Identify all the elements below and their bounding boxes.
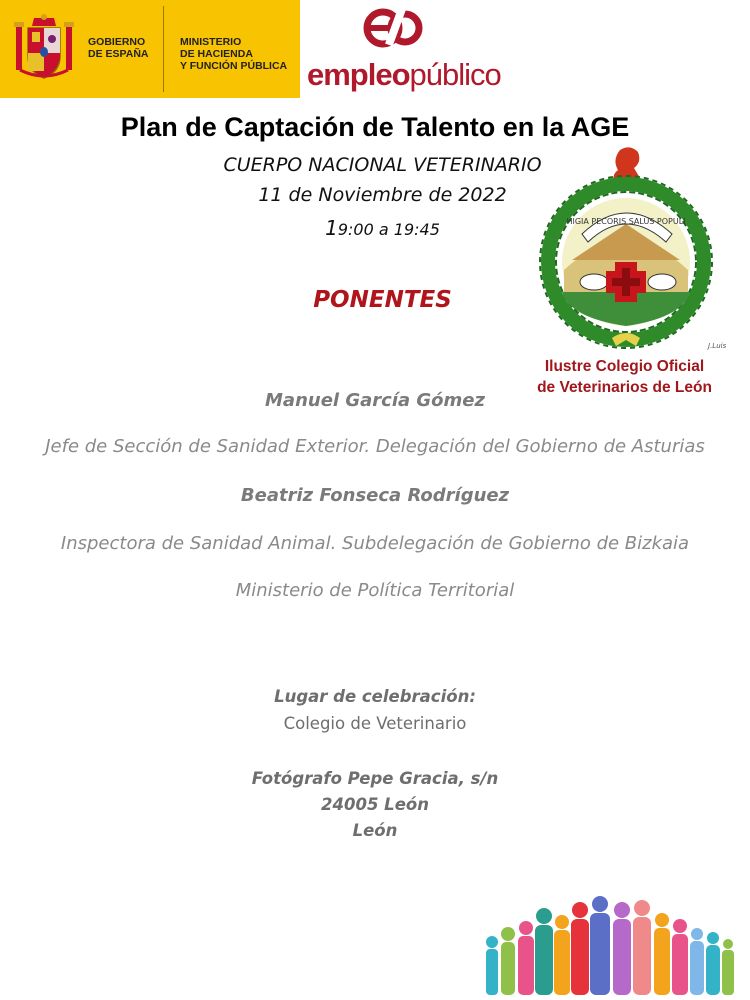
coat-of-arms-icon	[12, 12, 76, 84]
colegio-veterinarios-logo	[512, 142, 737, 406]
ministerio-text: MINISTERIO DE HACIENDA Y FUNCIÓN PÚBLICA	[180, 36, 288, 72]
speaker-1-name: Manuel García Gómez	[265, 390, 485, 411]
speaker-2-name: Beatriz Fonseca Rodríguez	[240, 485, 510, 506]
venue-label: Lugar de celebración:	[274, 687, 476, 706]
venue-postal: 24005 León	[321, 795, 429, 814]
speaker-1-role: Jefe de Sección de Sanidad Exterior. Delegación del Gobierno de Asturias	[45, 436, 705, 457]
empleo-publico-wordmark	[307, 58, 501, 92]
empleo-publico-mark-icon	[363, 6, 423, 50]
emblem-signature: J.Luis	[708, 342, 727, 350]
government-header	[0, 0, 300, 98]
empleo-wordmark-bold: empleo	[307, 57, 410, 92]
event-subtitle: CUERPO NACIONAL VETERINARIO	[223, 154, 542, 176]
event-title: Plan de Captación de Talento en la AGE	[120, 112, 630, 142]
event-time-first-digit: 1	[325, 216, 338, 240]
speakers-heading: PONENTES	[313, 287, 452, 313]
emblem-ribbon-text: HIGIA PECORIS SALUS POPULI	[566, 217, 686, 226]
colegio-caption: Ilustre Colegio Oficial de Veterinarios de León	[537, 358, 712, 396]
speaker-2-role: Inspectora de Sanidad Animal. Subdelegación de Gobierno de Bizkaia	[60, 533, 690, 554]
gobierno-de-espana-text: GOBIERNO DE ESPAÑA	[88, 36, 149, 60]
venue-address: Fotógrafo Pepe Gracia, s/n	[251, 769, 499, 788]
people-silhouettes-icon	[482, 890, 740, 995]
ministry-line: Ministerio de Política Territorial	[235, 580, 515, 601]
venue-city: León	[352, 821, 398, 840]
publico-wordmark-light: público	[409, 57, 501, 92]
venue-place: Colegio de Veterinario	[283, 714, 467, 733]
event-time-rest: 9:00 a 19:45	[337, 220, 440, 239]
header-divider	[163, 6, 164, 92]
colegio-emblem-icon	[512, 142, 737, 352]
empleo-publico-logo	[305, 6, 501, 98]
event-date: 11 de Noviembre de 2022	[258, 184, 507, 206]
